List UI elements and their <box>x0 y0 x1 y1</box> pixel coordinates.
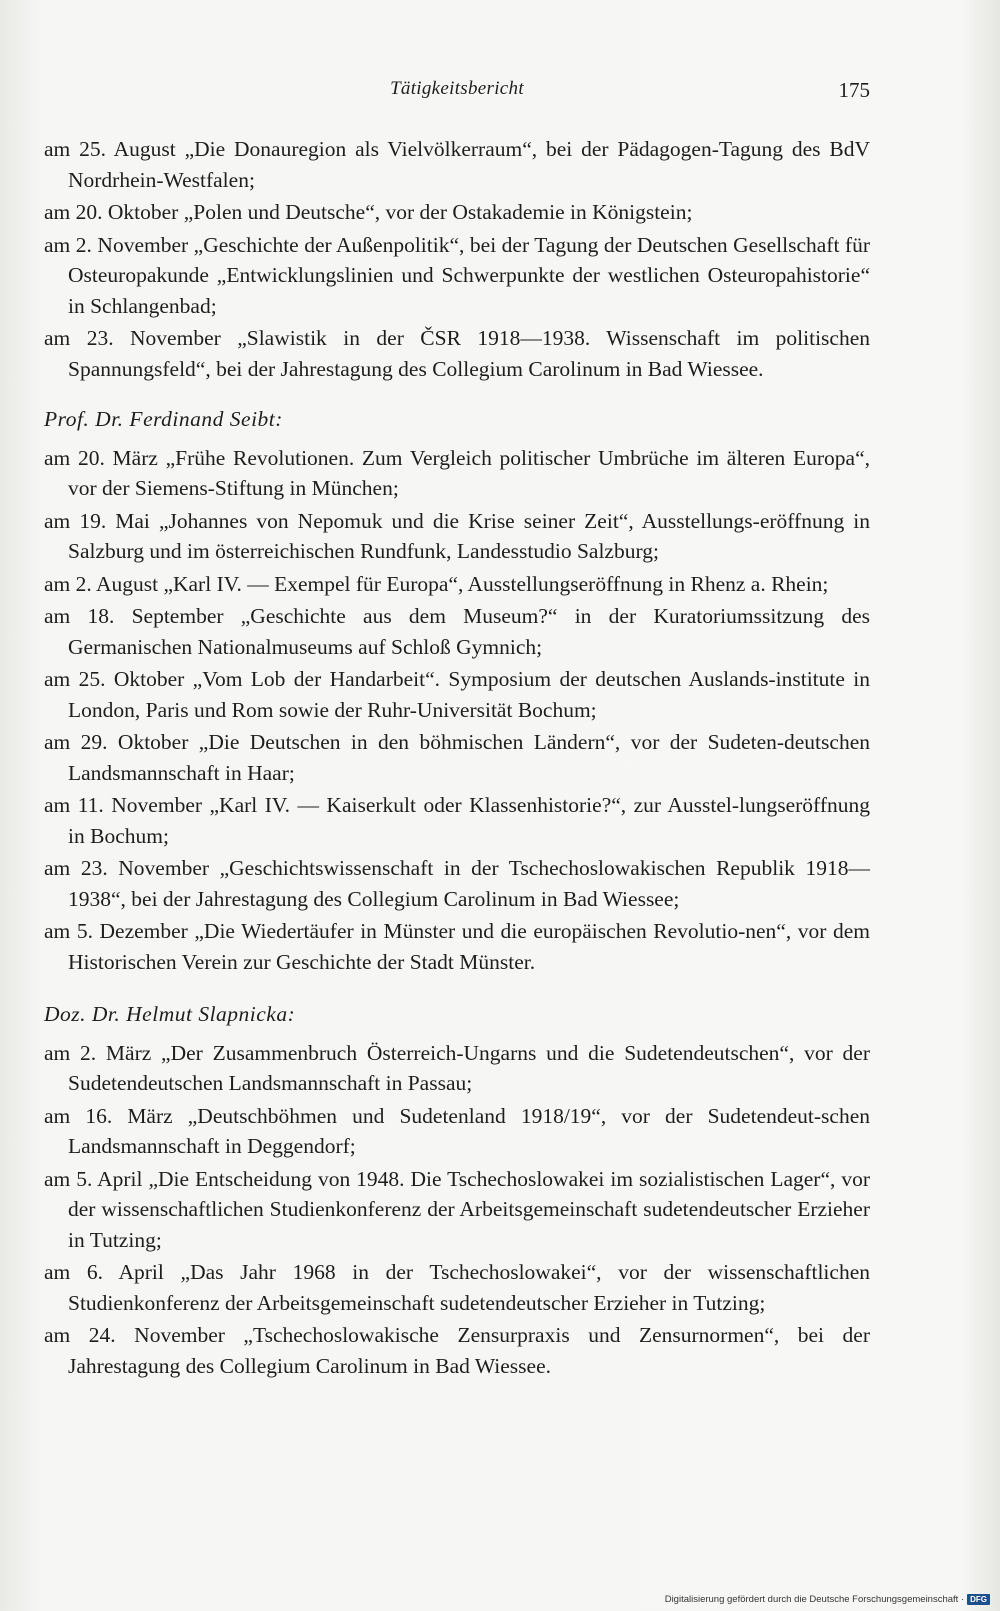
lecture-entry: am 23. November „Geschichtswissenschaft in der Tschechoslowakischen Republik 1918—1938“, bei der Jahrestagung des Collegium Carolinum in Bad Wiessee; <box>44 856 870 911</box>
section-heading-seibt: Prof. Dr. Ferdinand Seibt: <box>44 407 283 431</box>
lecture-entry: am 19. Mai „Johannes von Nepomuk und die Krise seiner Zeit“, Ausstellungs-eröffnung in Salzburg und im österreichischen Rundfunk, Landesstudio Salzburg; <box>44 508 870 563</box>
lecture-entry: am 20. März „Frühe Revolutionen. Zum Vergleich politischer Umbrüche im älteren Europa“, vor der Siemens-Stiftung in München; <box>44 445 870 500</box>
footer-text: Digitalisierung gefördert durch die Deutsche Forschungsgemeinschaft · <box>664 1594 965 1605</box>
lecture-entry: am 2. März „Der Zusammenbruch Österreich-Ungarns und die Sudetendeutschen“, vor der Sudetendeutschen Landsmannschaft in Passau; <box>44 1040 870 1095</box>
body-text <box>44 134 870 1383</box>
page-header <box>44 78 870 108</box>
lecture-entry: am 6. April „Das Jahr 1968 in der Tschechoslowakei“, vor der wissenschaftlichen Studienkonferenz der Arbeitsgemeinschaft sudetendeutscher Erzieher in Tutzing; <box>44 1260 870 1315</box>
lecture-entry: am 25. August „Die Donauregion als Vielvölkerraum“, bei der Pädagogen-Tagung des BdV Nordrhein-Westfalen; <box>44 137 870 192</box>
section-heading-slapnicka: Doz. Dr. Helmut Slapnicka: <box>44 1002 296 1026</box>
lecture-entry: am 16. März „Deutschböhmen und Sudetenland 1918/19“, vor der Sudetendeut-schen Landsmannschaft in Deggendorf; <box>44 1103 870 1158</box>
lecture-entry: am 2. November „Geschichte der Außenpolitik“, bei der Tagung der Deutschen Gesellschaft für Osteuropakunde „Entwicklungslinien und Schwerpunkte der westlichen Osteuropahistorie“ in Schlangenbad; <box>44 232 870 318</box>
lecture-entry: am 5. Dezember „Die Wiedertäufer in Münster und die europäischen Revolutio-nen“, vor dem Historischen Verein zur Geschichte der Stadt Münster. <box>44 919 870 974</box>
page-number: 175 <box>838 78 870 102</box>
lecture-entry: am 11. November „Karl IV. — Kaiserkult oder Klassenhistorie?“, zur Ausstel-lungseröffnung in Bochum; <box>44 793 870 848</box>
digitization-footer <box>665 1594 990 1605</box>
lecture-entry: am 29. Oktober „Die Deutschen in den böhmischen Ländern“, vor der Sudeten-deutschen Landsmannschaft in Haar; <box>44 730 870 785</box>
lecture-entry: am 25. Oktober „Vom Lob der Handarbeit“. Symposium der deutschen Auslands-institute in London, Paris und Rom sowie der Ruhr-Universität Bochum; <box>44 667 870 722</box>
lecture-entry: am 23. November „Slawistik in der ČSR 1918—1938. Wissenschaft im politischen Spannungsfeld“, bei der Jahrestagung des Collegium Carolinum in Bad Wiessee. <box>44 326 870 381</box>
lecture-entry: am 5. April „Die Entscheidung von 1948. Die Tschechoslowakei im sozialistischen Lager“, vor der wissenschaftlichen Studienkonferenz der Arbeitsgemeinschaft sudetendeutscher Erzieher in Tutzing; <box>44 1166 870 1252</box>
lecture-entry: am 18. September „Geschichte aus dem Museum?“ in der Kuratoriumssitzung des Germanischen Nationalmuseums auf Schloß Gymnich; <box>44 604 870 659</box>
lecture-entry: am 2. August „Karl IV. — Exempel für Europa“, Ausstellungseröffnung in Rhenz a. Rhein; <box>44 571 829 596</box>
lecture-entry: am 20. Oktober „Polen und Deutsche“, vor der Ostakademie in Königstein; <box>44 200 693 224</box>
running-title: Tätigkeitsbericht <box>390 78 524 99</box>
lecture-entry: am 24. November „Tschechoslowakische Zensurpraxis und Zensurnormen“, bei der Jahrestagung des Collegium Carolinum in Bad Wiessee. <box>44 1323 870 1378</box>
dfg-logo-icon: DFG <box>967 1594 990 1605</box>
